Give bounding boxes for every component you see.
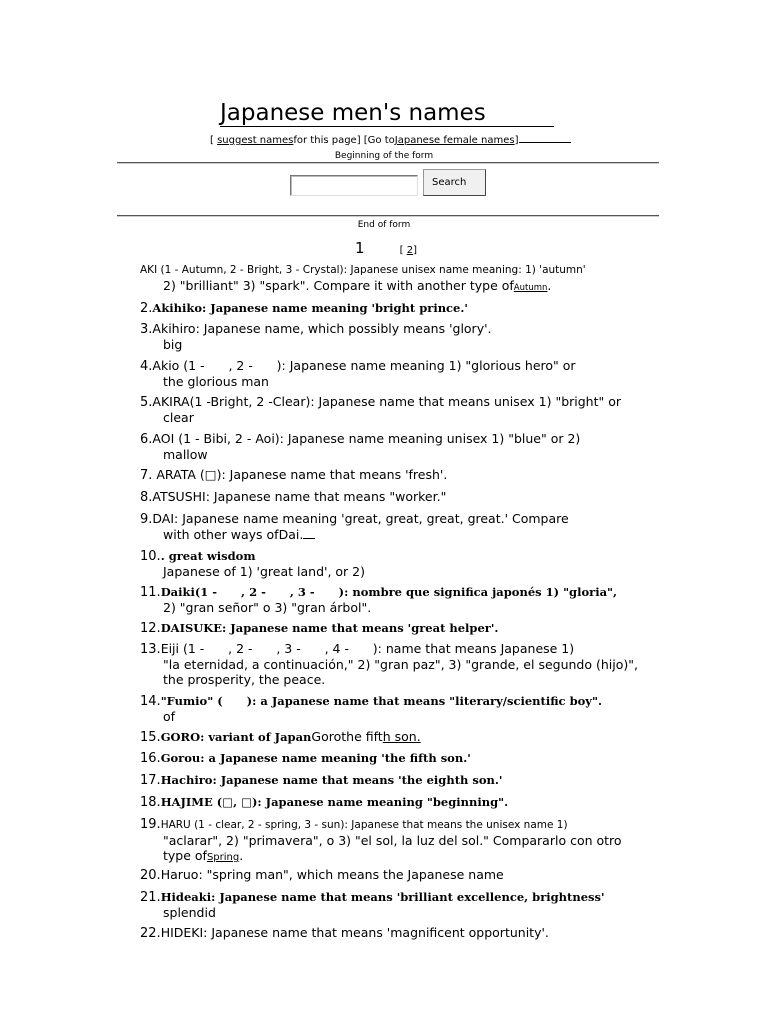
entry-number: 19. xyxy=(140,817,161,832)
list-item xyxy=(140,771,660,788)
entry-number: 10. xyxy=(140,549,161,564)
page-title: Japanese men's names xyxy=(220,100,554,127)
form-bottom-rule xyxy=(117,215,659,217)
entry-text-underlined: h son. xyxy=(382,729,421,744)
entry-text: HARU (1 - clear, 2 - spring, 3 - sun): Japanese that means the unisex name 1) xyxy=(160,819,568,831)
search-input[interactable] xyxy=(290,175,418,196)
entry-number: 16. xyxy=(140,751,161,766)
entry-text: Eiji (1 - , 2 - , 3 - , 4 - ): name that means Japanese 1) xyxy=(160,641,575,656)
entry-number: 21. xyxy=(140,890,161,905)
entry-number: 15. xyxy=(140,730,161,745)
list-item xyxy=(140,692,660,724)
entry-text: Daiki(1 - , 2 - , 3 - ): nombre que significa japonés 1) "gloria", xyxy=(160,585,618,599)
entry-text: Haruo: "spring man", which means the Japanese name xyxy=(160,867,504,882)
link-underline-tail xyxy=(519,133,571,143)
underline-tail xyxy=(303,527,315,539)
entry-number: 5. xyxy=(140,395,153,410)
entry-continuation: "la eternidad, a continuación," 2) "gran paz", 3) "grande, el segundo (hijo)", xyxy=(163,657,638,672)
entry-text: AKIRA(1 -Bright, 2 -Clear): Japanese name that means unisex 1) "bright" or xyxy=(152,394,622,409)
entry-text: AKI (1 - Autumn, 2 - Bright, 3 - Crystal): Japanese unisex name meaning: 1) 'autumn' xyxy=(140,264,586,276)
form-begin-label: Beginning of the form xyxy=(334,151,434,161)
entry-text: AOI (1 - Bibi, 2 - Aoi): Japanese name meaning unisex 1) "blue" or 2) xyxy=(152,431,581,446)
entry-continuation: the prosperity, the peace. xyxy=(163,672,326,687)
entry-continuation: 2) "gran señor" o 3) "gran árbol". xyxy=(163,600,372,615)
list-item xyxy=(140,815,660,865)
bracket-close: ] xyxy=(514,135,519,146)
list-item xyxy=(140,320,660,352)
entry-text: GORO: variant of Japan xyxy=(160,730,312,744)
entry-continuation: with other ways ofDai. xyxy=(140,527,660,542)
entry-continuation: splendid xyxy=(163,905,216,920)
entry-text: "Fumio" ( ): a Japanese name that means "literary/scientific boy". xyxy=(160,694,602,708)
entry-continuation: the glorious man xyxy=(163,374,269,389)
list-item xyxy=(140,888,660,920)
current-page: 1 xyxy=(355,239,365,257)
list-item xyxy=(140,793,660,810)
list-item xyxy=(140,924,660,941)
entry-text: ATSUSHI: Japanese name that means "worker." xyxy=(152,489,447,504)
entry-number: 14. xyxy=(140,694,161,709)
list-item xyxy=(140,466,660,483)
list-item xyxy=(140,393,660,425)
entry-number: 22. xyxy=(140,926,161,941)
entry-number: 17. xyxy=(140,773,161,788)
entry-number: 4. xyxy=(140,359,153,374)
entry-text: DAI: Japanese name meaning 'great, great, great, great.' Compare xyxy=(152,511,569,526)
entry-number: 3. xyxy=(140,322,153,337)
form-end-label: End of form xyxy=(357,220,411,230)
entry-text-plain: the fift xyxy=(341,729,383,744)
entry-continuation: clear xyxy=(163,410,194,425)
entry-continuation: type ofSpring. xyxy=(163,848,244,863)
entry-number: 18. xyxy=(140,795,161,810)
entry-continuation: 2) "brilliant" 3) "spark". Compare it with another type ofAutumn. xyxy=(163,278,552,293)
entry-text: . great wisdom xyxy=(160,549,256,563)
list-item xyxy=(140,619,660,636)
entry-number: 11. xyxy=(140,585,161,600)
spring-link[interactable]: Spring xyxy=(206,852,240,863)
entry-continuation: "aclarar", 2) "primavera", o 3) "el sol, la luz del sol." Compararlo con otro xyxy=(163,833,622,848)
entry-text: Akio (1 - , 2 - ): Japanese name meaning 1) "glorious hero" or xyxy=(152,358,576,373)
entry-number: 12. xyxy=(140,621,161,636)
entry-continuation: mallow xyxy=(163,447,208,462)
entry-text: Hachiro: Japanese name that means 'the eighth son.' xyxy=(160,773,503,787)
entry-text: Hideaki: Japanese name that means 'brilliant excellence, brightness' xyxy=(160,890,605,904)
entry-number: 20. xyxy=(140,868,161,883)
list-item xyxy=(140,640,660,687)
entry-text-plain: Goro xyxy=(311,729,342,744)
dai-link[interactable]: Dai. xyxy=(278,527,304,542)
top-links-text: for this page] [Go to xyxy=(293,135,395,146)
female-names-link[interactable]: Japanese female names xyxy=(394,135,515,146)
top-links xyxy=(210,133,571,146)
next-page-link[interactable]: 2 xyxy=(406,245,414,256)
list-item xyxy=(140,866,660,883)
entry-continuation: of xyxy=(163,709,176,724)
entry-number: 9. xyxy=(140,512,153,527)
entry-continuation: Japanese of 1) 'great land', or 2) xyxy=(163,564,365,579)
entry-text: DAISUKE: Japanese name that means 'great helper'. xyxy=(160,621,499,635)
search-button[interactable]: Search xyxy=(423,169,486,196)
autumn-link[interactable]: Autumn xyxy=(513,283,548,293)
entry-text: Akihiro: Japanese name, which possibly means 'glory'. xyxy=(152,321,492,336)
entry-number: 7. xyxy=(140,468,153,483)
suggest-names-link[interactable]: suggest names xyxy=(217,135,294,146)
bracket-open: [ xyxy=(210,135,214,146)
list-item xyxy=(140,728,660,745)
list-item xyxy=(140,749,660,766)
list-item xyxy=(140,430,660,462)
entry-number: 13. xyxy=(140,642,161,657)
form-top-rule xyxy=(117,162,659,164)
entry-number: 8. xyxy=(140,490,153,505)
entry-text: ARATA (□): Japanese name that means 'fresh'. xyxy=(152,467,448,482)
list-item xyxy=(140,510,660,542)
list-item xyxy=(140,488,660,505)
entry-number: 2. xyxy=(140,301,153,316)
list-item xyxy=(140,357,660,389)
entry-text: Akihiko: Japanese name meaning 'bright prince.' xyxy=(152,301,468,315)
list-item xyxy=(140,299,660,316)
list-item xyxy=(140,583,660,615)
entry-continuation: big xyxy=(163,337,183,352)
entry-number: 6. xyxy=(140,432,153,447)
entry-text: HAJIME (□, □): Japanese name meaning "beginning". xyxy=(160,795,509,809)
list-item xyxy=(140,547,660,579)
entry-text: HIDEKI: Japanese name that means 'magnificent opportunity'. xyxy=(160,925,549,940)
list-item xyxy=(140,263,660,296)
pager xyxy=(355,238,417,257)
next-page: [ 2] xyxy=(399,245,418,256)
entry-text: Gorou: a Japanese name meaning 'the fifth son.' xyxy=(160,751,471,765)
